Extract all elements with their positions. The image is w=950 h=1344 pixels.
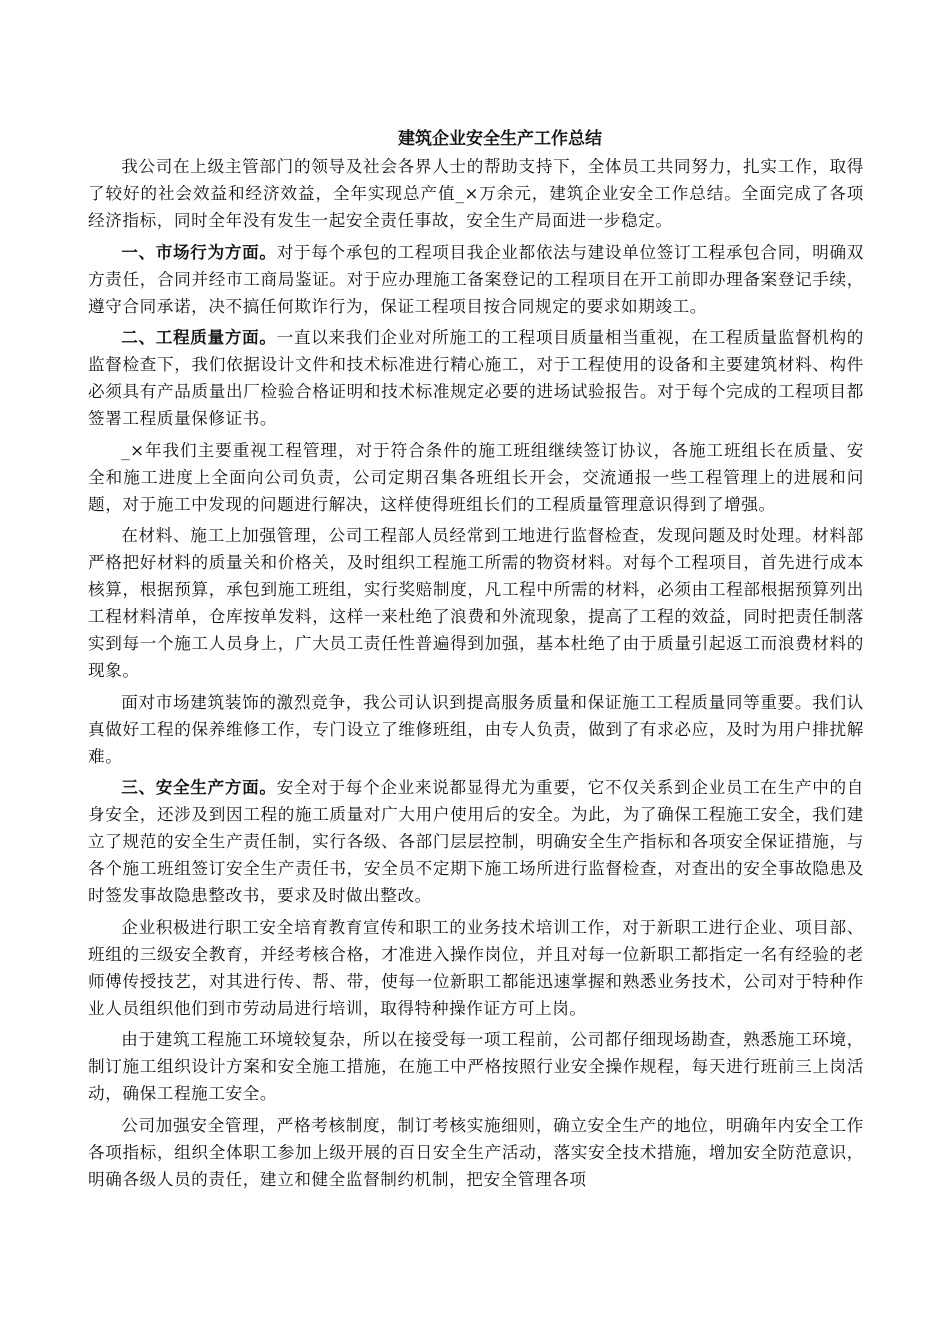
paragraph-text: 面对市场建筑装饰的激烈竞争，我公司认识到提高服务质量和保证施工工程质量同等重要。我们认真做好工程的保养维修工作，专门设立了维修班组，由专人负责，做到了有求必应，及时为用户排扰解难。 [88, 692, 864, 766]
paragraph-text: _×年我们主要重视工程管理，对于符合条件的施工班组继续签订协议，各施工班组长在质量、安全和施工进度上全面向公司负责，公司定期召集各班组长开会，交流通报一些工程管理上的进展和问题，对于施工中发现的问题进行解决，这样使得班组长们的工程质量管理意识得到了增强。 [88, 440, 864, 514]
paragraph-safety-production [88, 774, 864, 909]
section-heading: 二、工程质量方面。 [121, 328, 277, 347]
paragraph-text: 安全对于每个企业来说都显得尤为重要，它不仅关系到企业员工在生产中的自身安全，还涉及到因工程的施工质量对广大用户使用后的安全。为此，为了确保工程施工安全，我们建立了规范的安全生产责任制，实行各级、各部门层层控制，明确安全生产指标和各项安全保证措施，与各个施工班组签订安全生产责任书，安全员不定期下施工场所进行监督检查，对查出的安全事故隐患及时签发事故隐患整改书，要求及时做出整改。 [88, 778, 864, 905]
paragraph-text: 公司加强安全管理，严格考核制度，制订考核实施细则，确立安全生产的地位，明确年内安全工作各项指标，组织全体职工参加上级开展的百日安全生产活动，落实安全技术措施，增加安全防范意识，明确各级人员的责任，建立和健全监督制约机制，把安全管理各项 [88, 1115, 864, 1189]
document-title: 建筑企业安全生产工作总结 [398, 129, 602, 149]
paragraph-service-quality [88, 689, 864, 770]
document-page [88, 125, 864, 1197]
paragraph-project-management [88, 437, 864, 518]
paragraph-text: 我公司在上级主管部门的领导及社会各界人士的帮助支持下，全体员工共同努力，扎实工作，取得了较好的社会效益和经济效益，全年实现总产值_×万余元，建筑企业安全工作总结。全面完成了各项经济指标，同时全年没有发生一起安全责任事故，安全生产局面进一步稳定。 [88, 157, 864, 230]
paragraph-site-survey [88, 1026, 864, 1107]
section-heading: 三、安全生产方面。 [121, 778, 277, 797]
paragraph-text: 由于建筑工程施工环境较复杂，所以在接受每一项工程前，公司都仔细现场勘查，熟悉施工环境，制订施工组织设计方案和安全施工措施，在施工中严格按照行业安全操作规程，每天进行班前三上岗活动，确保工程施工安全。 [88, 1030, 864, 1103]
paragraph-market-behavior [88, 239, 864, 320]
paragraph-text: 企业积极进行职工安全培育教育宣传和职工的业务技术培训工作，对于新职工进行企业、项目部、班组的三级安全教育，并经考核合格，才准进入操作岗位，并且对每一位新职工都指定一名有经验的老师傅传授技艺，对其进行传、帮、带，使每一位新职工都能迅速掌握和熟悉业务技术，公司对于特种作业人员组织他们到市劳动局进行培训，取得特种操作证方可上岗。 [88, 917, 864, 1018]
paragraph-engineering-quality [88, 324, 864, 432]
paragraph-text: 在材料、施工上加强管理，公司工程部人员经常到工地进行监督检查，发现问题及时处理。材料部严格把好材料的质量关和价格关，及时组织工程施工所需的物资材料。对每个工程项目，首先进行成本核算，根据预算，承包到施工班组，实行奖赔制度，凡工程中所需的材料，必须由工程部根据预算列出工程材料清单，仓库按单发料，这样一来杜绝了浪费和外流现象，提高了工程的效益，同时把责任制落实到每一个施工人员身上，广大员工责任性普遍得到加强，基本杜绝了由于质量引起返工而浪费材料的现象。 [88, 526, 864, 680]
paragraph-intro [88, 153, 864, 234]
section-heading: 一、市场行为方面。 [121, 242, 277, 262]
paragraph-text: 一直以来我们企业对所施工的工程项目质量相当重视，在工程质量监督机构的监督检查下，我们依据设计文件和技术标准进行精心施工，对于工程使用的设备和主要建筑材料、构件必须具有产品质量出厂检验合格证明和技术标准规定必要的进场试验报告。对于每个完成的工程项目都签署工程质量保修证书。 [88, 328, 864, 428]
paragraph-safety-management [88, 1112, 864, 1193]
paragraph-materials [88, 522, 864, 684]
paragraph-text: 对于每个承包的工程项目我企业都依法与建设单位签订工程承包合同，明确双方责任，合同并经市工商局鉴证。对于应办理施工备案登记的工程项目在开工前即办理备案登记手续，遵守合同承诺，决不搞任何欺诈行为，保证工程项目按合同规定的要求如期竣工。 [88, 242, 864, 316]
paragraph-training [88, 914, 864, 1022]
